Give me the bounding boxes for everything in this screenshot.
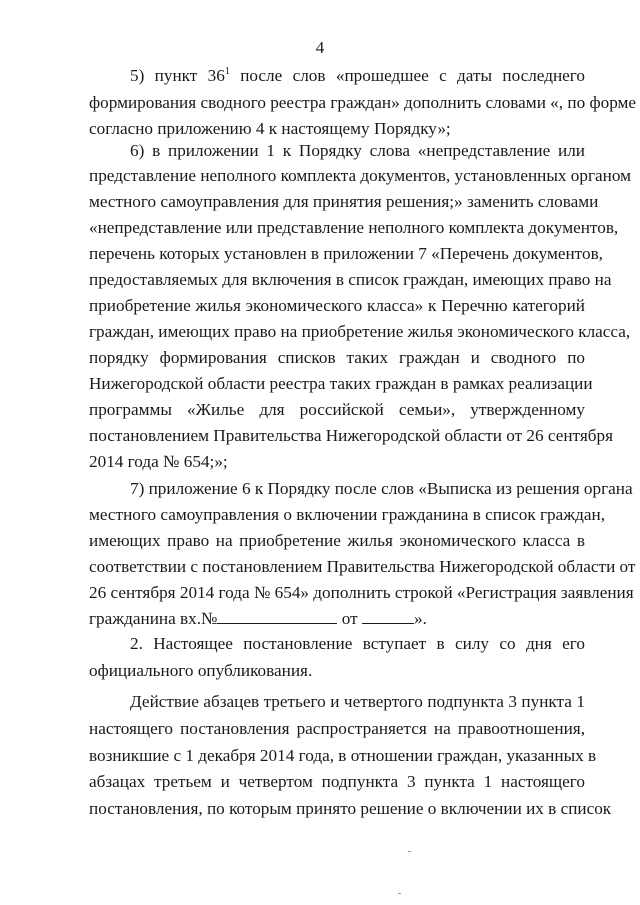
item-7-line-4: соответствии с постановлением Правительства Нижегородской области от: [89, 557, 636, 576]
item-5-text-a: 5) пункт 36: [130, 66, 225, 85]
item-5-line-3: согласно приложению 4 к настоящему Порядку»;: [89, 119, 451, 138]
page-number: 4: [315, 38, 325, 57]
item-7-line-3: имеющих право на приобретение жилья экономического класса в: [89, 531, 585, 550]
item-6-line-6: предоставляемых для включения в список граждан, имеющих право на: [89, 270, 612, 289]
item-7-line-5: 26 сентября 2014 года № 654» дополнить строкой «Регистрация заявления: [89, 583, 634, 602]
item-5-line-1: [130, 66, 585, 86]
effect-line-3: возникшие с 1 декабря 2014 года, в отношении граждан, указанных в: [89, 746, 597, 765]
item-6-line-3: местного самоуправления для принятия решения;» заменить словами: [89, 192, 599, 211]
scan-speck: [398, 893, 401, 894]
item-7-text-b: от: [337, 609, 362, 628]
item-6-line-7: приобретение жилья экономического класса» к Перечню категорий: [89, 296, 585, 315]
registration-number-blank: [217, 609, 337, 624]
effect-line-5: постановления, по которым принято решение о включении их в список: [89, 799, 612, 818]
effect-line-2: настоящего постановления распространяется на правоотношения,: [89, 719, 585, 738]
item-7-line-2: местного самоуправления о включении гражданина в список граждан,: [89, 505, 606, 524]
item-7-line-1: 7) приложение 6 к Порядку после слов «Выписка из решения органа: [130, 479, 633, 498]
item-6-line-12: постановлением Правительства Нижегородской области от 26 сентября: [89, 426, 613, 445]
item-7-text-c: ».: [413, 609, 427, 628]
item-6-line-2: представление неполного комплекта документов, установленных органом: [89, 166, 631, 185]
registration-date-blank: [362, 609, 414, 624]
item-7-line-6: [89, 609, 585, 629]
item-6-line-8: граждан, имеющих право на приобретение жилья экономического класса,: [89, 322, 631, 341]
scan-speck: [408, 851, 411, 852]
point-2-line-2: официального опубликования.: [89, 661, 313, 680]
item-6-line-13: 2014 года № 654;»;: [89, 452, 228, 471]
superscript-1: 1: [224, 66, 230, 77]
point-2-line-1: 2. Настоящее постановление вступает в силу со дня его: [130, 634, 585, 653]
item-5-line-2: формирования сводного реестра граждан» дополнить словами «, по форме: [89, 93, 637, 112]
item-6-line-9: порядку формирования списков таких граждан и сводного по: [89, 348, 585, 367]
effect-line-1: Действие абзацев третьего и четвертого подпункта 3 пункта 1: [130, 692, 585, 711]
item-5-text-b: после слов «прошедшее с даты последнего: [229, 66, 585, 85]
item-6-line-4: «непредставление или представление неполного комплекта документов,: [89, 218, 619, 237]
effect-line-4: абзацах третьем и четвертом подпункта 3 пункта 1 настоящего: [89, 772, 585, 791]
item-6-line-11: программы «Жилье для российской семьи», утвержденному: [89, 400, 585, 419]
item-6-line-1: 6) в приложении 1 к Порядку слова «непредставление или: [130, 141, 585, 160]
item-6-line-10: Нижегородской области реестра таких граждан в рамках реализации: [89, 374, 593, 393]
item-7-text-a: гражданина вх.№: [89, 609, 218, 628]
item-6-line-5: перечень которых установлен в приложении 7 «Перечень документов,: [89, 244, 603, 263]
